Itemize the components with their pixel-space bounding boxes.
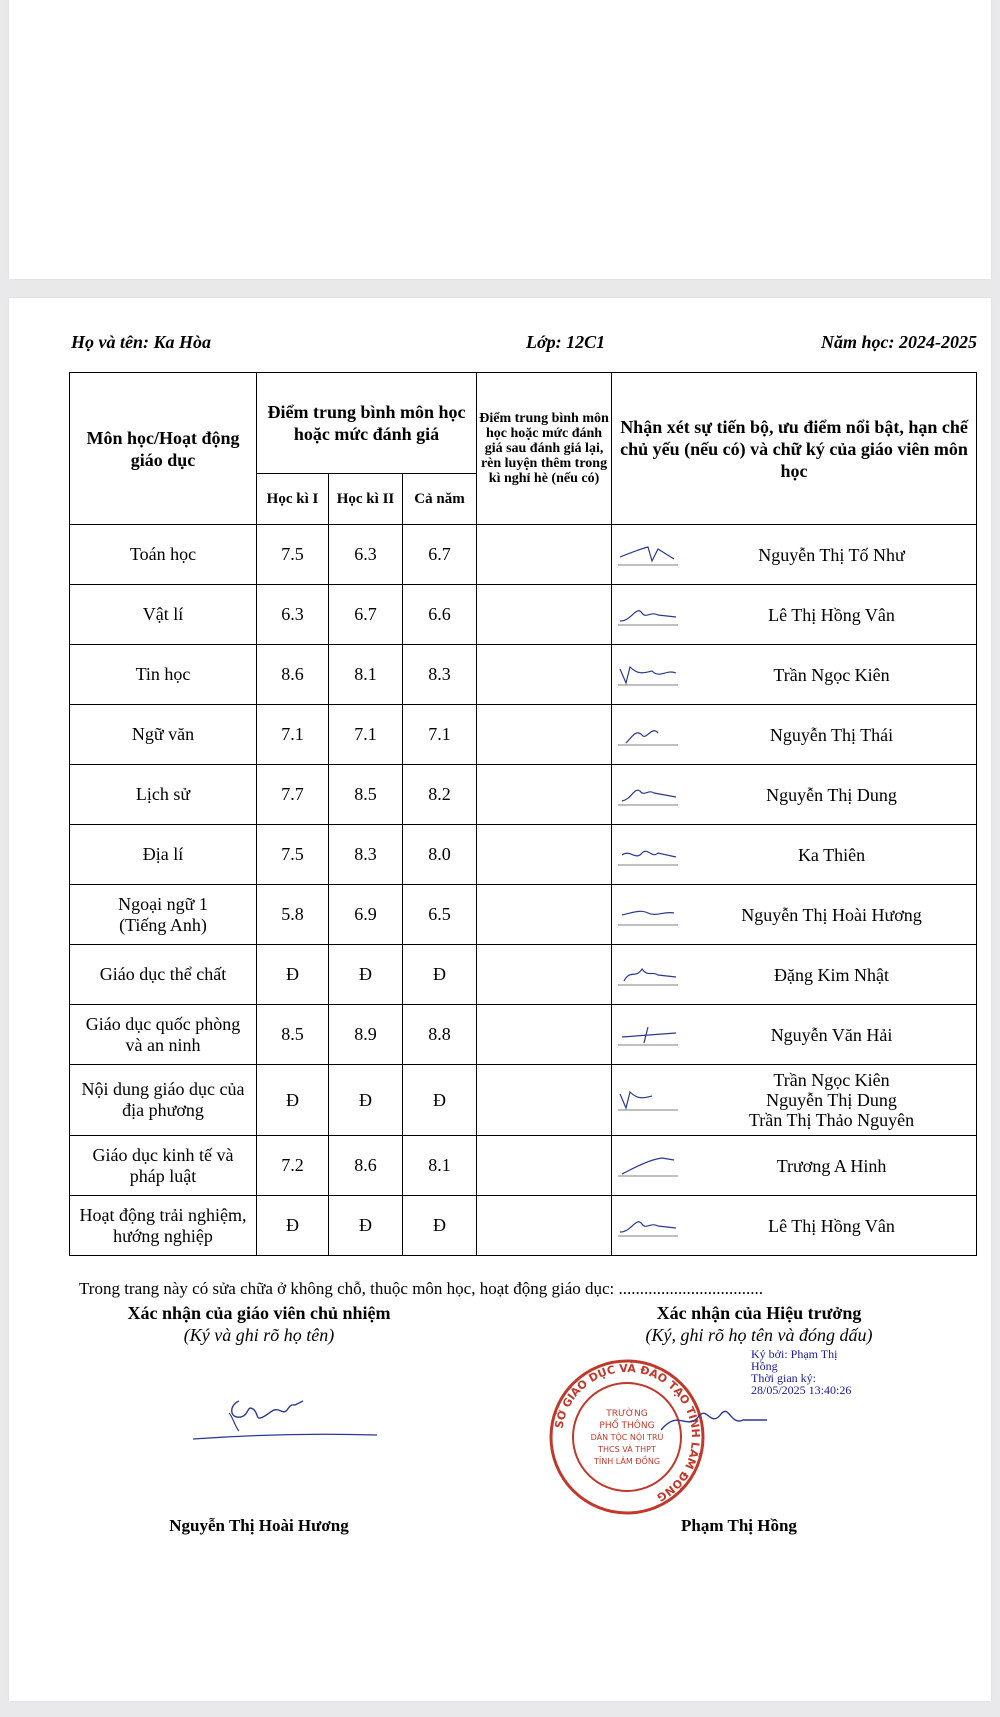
score-hk2: 8.1 (329, 645, 403, 705)
score-cn: 6.6 (403, 585, 477, 645)
teacher-name: Ka Thiên (797, 844, 866, 865)
teacher-name: Lê Thị Hồng Vân (768, 1215, 895, 1236)
table-row (70, 765, 977, 825)
teacher-signature (618, 539, 678, 571)
score-cn: Đ (403, 945, 477, 1005)
homeroom-teacher-name: Nguyễn Thị Hoài Hương (169, 1516, 349, 1535)
score-hk1: 7.5 (257, 825, 329, 885)
retest-cell (477, 525, 612, 585)
comment-cell (612, 1065, 977, 1136)
table-row (70, 585, 977, 645)
table-row (70, 945, 977, 1005)
teacher-name: Trần Ngọc Kiên (773, 664, 890, 685)
score-cn: 8.3 (403, 645, 477, 705)
retest-cell (477, 1005, 612, 1065)
retest-cell (477, 1136, 612, 1196)
table-row (70, 825, 977, 885)
header-retest: Điểm trung bình môn học hoặc mức đánh giá sau đánh giá lại, rèn luyện thêm trong kì nghỉ hè (nếu có) (477, 373, 612, 525)
score-hk1: Đ (257, 945, 329, 1005)
teacher-signature (618, 839, 678, 871)
teacher-name: Trần Ngọc Kiên Nguyễn Thị Dung Trần Thị Thảo Nguyên (748, 1070, 915, 1130)
subject-cell: Nội dung giáo dục của địa phương (70, 1065, 257, 1136)
principal-confirmation (549, 1302, 969, 1346)
score-cn: Đ (403, 1065, 477, 1136)
score-cn: 7.1 (403, 705, 477, 765)
subject-cell: Giáo dục quốc phòng và an ninh (70, 1005, 257, 1065)
subject-cell: Địa lí (70, 825, 257, 885)
principal-name: Phạm Thị Hồng (681, 1516, 797, 1535)
teacher-signature (618, 899, 678, 931)
comment-cell (612, 705, 977, 765)
correction-note: Trong trang này có sửa chữa ở không chỗ, thuộc môn học, hoạt động giáo dục: .................................. (79, 1279, 764, 1298)
table-row (70, 645, 977, 705)
score-hk1: Đ (257, 1065, 329, 1136)
report-card-page (9, 298, 991, 1701)
table-row (70, 885, 977, 945)
comment-cell (612, 1136, 977, 1196)
score-hk2: 8.5 (329, 765, 403, 825)
seal-outer-text: SỞ GIÁO DỤC VÀ ĐÀO TẠO TỈNH LÂM ĐỒNG (552, 1361, 703, 1504)
score-cn: Đ (403, 1196, 477, 1256)
score-hk1: 7.5 (257, 525, 329, 585)
score-hk1: 7.7 (257, 765, 329, 825)
teacher-signature (618, 1150, 678, 1182)
class-label: Lớp: 12C1 (526, 332, 606, 352)
retest-cell (477, 1196, 612, 1256)
score-hk2: 7.1 (329, 705, 403, 765)
table-row (70, 525, 977, 585)
header-average: Điểm trung bình môn học hoặc mức đánh giá (257, 373, 477, 474)
table-row (70, 1136, 977, 1196)
comment-cell (612, 1005, 977, 1065)
svg-text:TỈNH LÂM ĐỒNG: TỈNH LÂM ĐỒNG (593, 1457, 661, 1466)
principal-confirm-title: Xác nhận của Hiệu trưởng (656, 1303, 862, 1323)
comment-cell (612, 525, 977, 585)
teacher-name: Nguyễn Thị Tố Như (758, 544, 905, 565)
retest-cell (477, 645, 612, 705)
retest-cell (477, 825, 612, 885)
subject-cell: Toán học (70, 525, 257, 585)
teacher-name: Trương A Hinh (776, 1155, 887, 1176)
score-hk1: 7.2 (257, 1136, 329, 1196)
subject-cell: Ngoại ngữ 1 (Tiếng Anh) (70, 885, 257, 945)
retest-cell (477, 765, 612, 825)
teacher-name: Nguyễn Thị Hoài Hương (741, 904, 922, 925)
teacher-signature (618, 779, 678, 811)
teacher-signature (618, 659, 678, 691)
score-hk2: Đ (329, 1065, 403, 1136)
retest-cell (477, 1065, 612, 1136)
score-hk2: 8.9 (329, 1005, 403, 1065)
table-row (70, 705, 977, 765)
comment-cell (612, 825, 977, 885)
score-cn: 8.2 (403, 765, 477, 825)
teacher-name: Đặng Kim Nhật (774, 964, 889, 985)
score-hk1: 7.1 (257, 705, 329, 765)
svg-text:PHỔ THÔNG: PHỔ THÔNG (599, 1421, 655, 1431)
comment-cell (612, 765, 977, 825)
header-year: Cả năm (403, 474, 477, 525)
score-cn: 6.5 (403, 885, 477, 945)
score-hk2: 6.7 (329, 585, 403, 645)
principal-confirm-sub: (Ký, ghi rõ họ tên và đóng dấu) (645, 1325, 873, 1345)
comment-cell (612, 1196, 977, 1256)
school-year: Năm học: 2024-2025 (821, 332, 977, 352)
teacher-name: Nguyễn Thị Thái (769, 724, 894, 745)
header-subject: Môn học/Hoạt động giáo dục (70, 373, 257, 525)
homeroom-signature (189, 1383, 379, 1443)
teacher-signature (618, 1019, 678, 1051)
homeroom-confirmation (69, 1302, 449, 1346)
previous-page (9, 0, 991, 279)
comment-cell (612, 585, 977, 645)
subject-cell: Lịch sử (70, 765, 257, 825)
score-hk1: Đ (257, 1196, 329, 1256)
score-hk1: 8.5 (257, 1005, 329, 1065)
subject-cell: Vật lí (70, 585, 257, 645)
subject-cell: Tin học (70, 645, 257, 705)
retest-cell (477, 885, 612, 945)
grades-table (69, 372, 977, 1256)
subject-cell: Giáo dục thể chất (70, 945, 257, 1005)
homeroom-confirm-sub: (Ký và ghi rõ họ tên) (183, 1325, 335, 1345)
student-name: Họ và tên: Ka Hòa (71, 332, 211, 352)
teacher-signature (618, 1210, 678, 1242)
homeroom-confirm-title: Xác nhận của giáo viên chủ nhiệm (127, 1303, 391, 1323)
digital-signature-info: Ký bởi: Phạm Thị Hồng Thời gian ký: 28/05/2025 13:40:26 (751, 1347, 852, 1397)
teacher-name: Lê Thị Hồng Vân (768, 604, 895, 625)
score-cn: 8.0 (403, 825, 477, 885)
subject-cell: Giáo dục kinh tế và pháp luật (70, 1136, 257, 1196)
teacher-signature (618, 1084, 678, 1116)
teacher-signature (618, 959, 678, 991)
retest-cell (477, 945, 612, 1005)
score-hk1: 5.8 (257, 885, 329, 945)
comment-cell (612, 645, 977, 705)
subject-cell: Ngữ văn (70, 705, 257, 765)
score-hk2: 8.3 (329, 825, 403, 885)
score-hk2: 6.3 (329, 525, 403, 585)
teacher-signature (618, 599, 678, 631)
score-hk2: Đ (329, 945, 403, 1005)
score-hk1: 8.6 (257, 645, 329, 705)
svg-text:THCS VÀ THPT: THCS VÀ THPT (598, 1445, 656, 1454)
score-cn: 6.7 (403, 525, 477, 585)
table-row (70, 1196, 977, 1256)
table-row (70, 1005, 977, 1065)
comment-cell (612, 945, 977, 1005)
score-cn: 8.1 (403, 1136, 477, 1196)
header-comment: Nhận xét sự tiến bộ, ưu điểm nổi bật, hạn chế chủ yếu (nếu có) và chữ ký của giáo viên môn học (612, 373, 977, 525)
header-term1: Học kì I (257, 474, 329, 525)
comment-cell (612, 885, 977, 945)
table-row (70, 1065, 977, 1136)
svg-text:DÂN TỘC NỘI TRÚ: DÂN TỘC NỘI TRÚ (590, 1433, 664, 1442)
retest-cell (477, 705, 612, 765)
teacher-name: Nguyễn Văn Hải (770, 1024, 893, 1045)
score-cn: 8.8 (403, 1005, 477, 1065)
principal-signature (659, 1398, 769, 1438)
teacher-signature (618, 719, 678, 751)
svg-text:TRƯỜNG: TRƯỜNG (606, 1409, 648, 1419)
score-hk1: 6.3 (257, 585, 329, 645)
score-hk2: 6.9 (329, 885, 403, 945)
subject-cell: Hoạt động trải nghiệm, hướng nghiệp (70, 1196, 257, 1256)
retest-cell (477, 585, 612, 645)
teacher-name: Nguyễn Thị Dung (766, 784, 897, 805)
header-term2: Học kì II (329, 474, 403, 525)
score-hk2: 8.6 (329, 1136, 403, 1196)
score-hk2: Đ (329, 1196, 403, 1256)
